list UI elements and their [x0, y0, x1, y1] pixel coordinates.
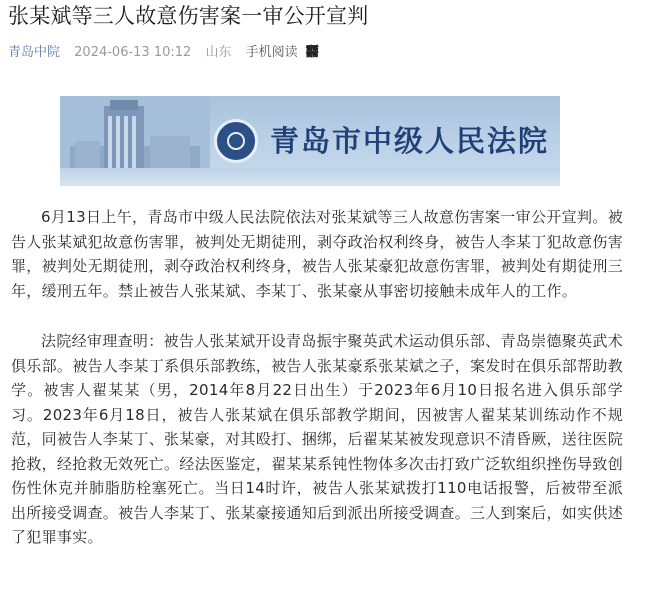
location-label: 山东: [205, 45, 232, 60]
article-meta: [8, 44, 329, 62]
qr-code-icon[interactable]: 䨻: [305, 45, 319, 60]
court-name-banner-text: 青岛市中级人民法院: [270, 124, 550, 158]
article-paragraph-1: 6月13日上午，青岛市中级人民法院依法对张某斌等三人故意伤害案一审公开宣判。被告人张某斌犯故意伤害罪，被判处无期徒刑，剥夺政治权利终身，被告人李某丁犯故意伤害罪，被判处无期徒刑，剥夺政治权利终身，被告人张某豪犯故意伤害罪，被判处有期徒刑三年，缓刑五年。禁止被告人张某斌、李某丁、张某豪从事密切接触未成年人的工作。: [11, 208, 624, 300]
emblem-inner-ring: [227, 132, 245, 150]
court-emblem-icon: [214, 119, 258, 163]
banner-ground: [60, 168, 560, 186]
article-paragraph-2: 法院经审理查明：被告人张某斌开设青岛振宇聚英武术运动俱乐部、青岛崇德聚英武术俱乐部。被告人李某丁系俱乐部教练，被告人张某豪系张某斌之子，案发时在俱乐部帮助教学。被害人翟某某（男，2014年8月22日出生）于2023年6月10日报名进入俱乐部学习。2023年6月18日，被告人张某斌在俱乐部教学期间，因被害人翟某某训练动作不规范，同被告人李某丁、张某豪，对其殴打、捆绑，后翟某某被发现意识不清昏厥，送往医院抢救，经抢救无效死亡。经法医鉴定，翟某某系钝性物体多次击打致广泛软组织挫伤导致创伤性休克并肺脂肪栓塞死亡。当日14时许，被告人张某斌拨打110电话报警，后被带至派出所接受调查。被告人李某丁、张某豪接通知后到派出所接受调查。三人到案后，如实供述了犯罪事实。: [11, 332, 624, 546]
publish-datetime: 2024-06-13 10:12: [74, 45, 192, 60]
article-title: 张某斌等三人故意伤害案一审公开宣判: [8, 4, 369, 28]
court-banner-image: [60, 96, 560, 186]
read-on-phone-link[interactable]: 手机阅读: [245, 45, 298, 60]
source-link[interactable]: 青岛中院: [8, 45, 61, 60]
